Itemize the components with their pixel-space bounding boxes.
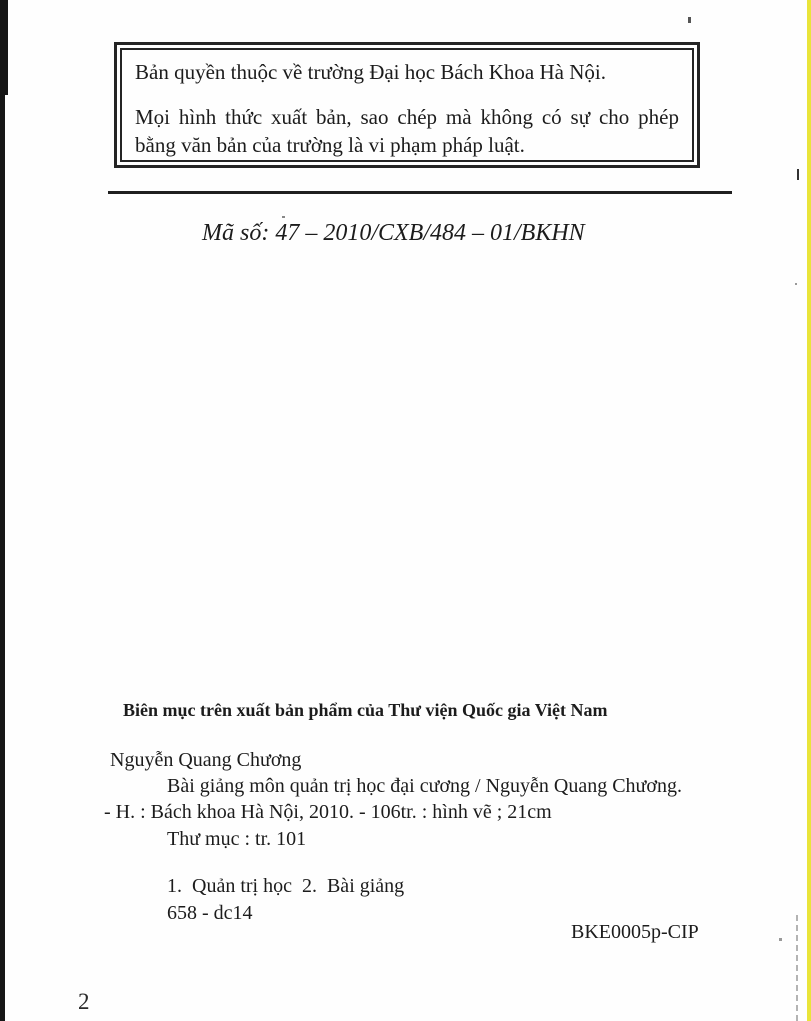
scan-speck [779, 938, 782, 941]
copyright-box [114, 42, 700, 168]
cip-heading: Biên mục trên xuất bản phẩm của Thư viện Quốc gia Việt Nam [123, 700, 608, 720]
copyright-line1: Bản quyền thuộc về trường Đại học Bách Khoa Hà Nội. [135, 60, 606, 84]
cip-imprint: - H. : Bách khoa Hà Nội, 2010. - 106tr. : hình vẽ ; 21cm [104, 801, 552, 823]
scan-speck [797, 169, 799, 180]
copyright-paragraph: Mọi hình thức xuất bản, sao chép mà không có sự cho phép bằng văn bản của trường là vi phạm pháp luật. [135, 105, 679, 157]
scan-edge-right-yellow-strip [807, 0, 811, 1021]
cip-author: Nguyễn Quang Chương [110, 749, 302, 771]
cip-bibliography-note: Thư mục : tr. 101 [167, 828, 307, 850]
cip-title-statement: Bài giảng môn quản trị học đại cương / Nguyễn Quang Chương. [167, 775, 682, 797]
page-number: 2 [78, 989, 90, 1014]
publication-code-line: Mã số: 47 – 2010/CXB/484 – 01/BKHN [202, 220, 585, 246]
horizontal-rule [108, 191, 732, 194]
scan-edge-left-strip [0, 0, 5, 1021]
scan-speck [282, 216, 285, 218]
scan-edge-left-top-strip [0, 0, 8, 95]
copyright-box-inner [120, 48, 694, 162]
scan-speck [795, 283, 797, 285]
cip-subject-entries: 1. Quản trị học 2. Bài giảng [167, 875, 405, 897]
cip-record-code: BKE0005p-CIP [571, 921, 699, 943]
scan-edge-right-dashed-line [796, 915, 798, 1021]
cip-classification-number: 658 - dc14 [167, 902, 253, 924]
scan-speck [688, 17, 691, 23]
